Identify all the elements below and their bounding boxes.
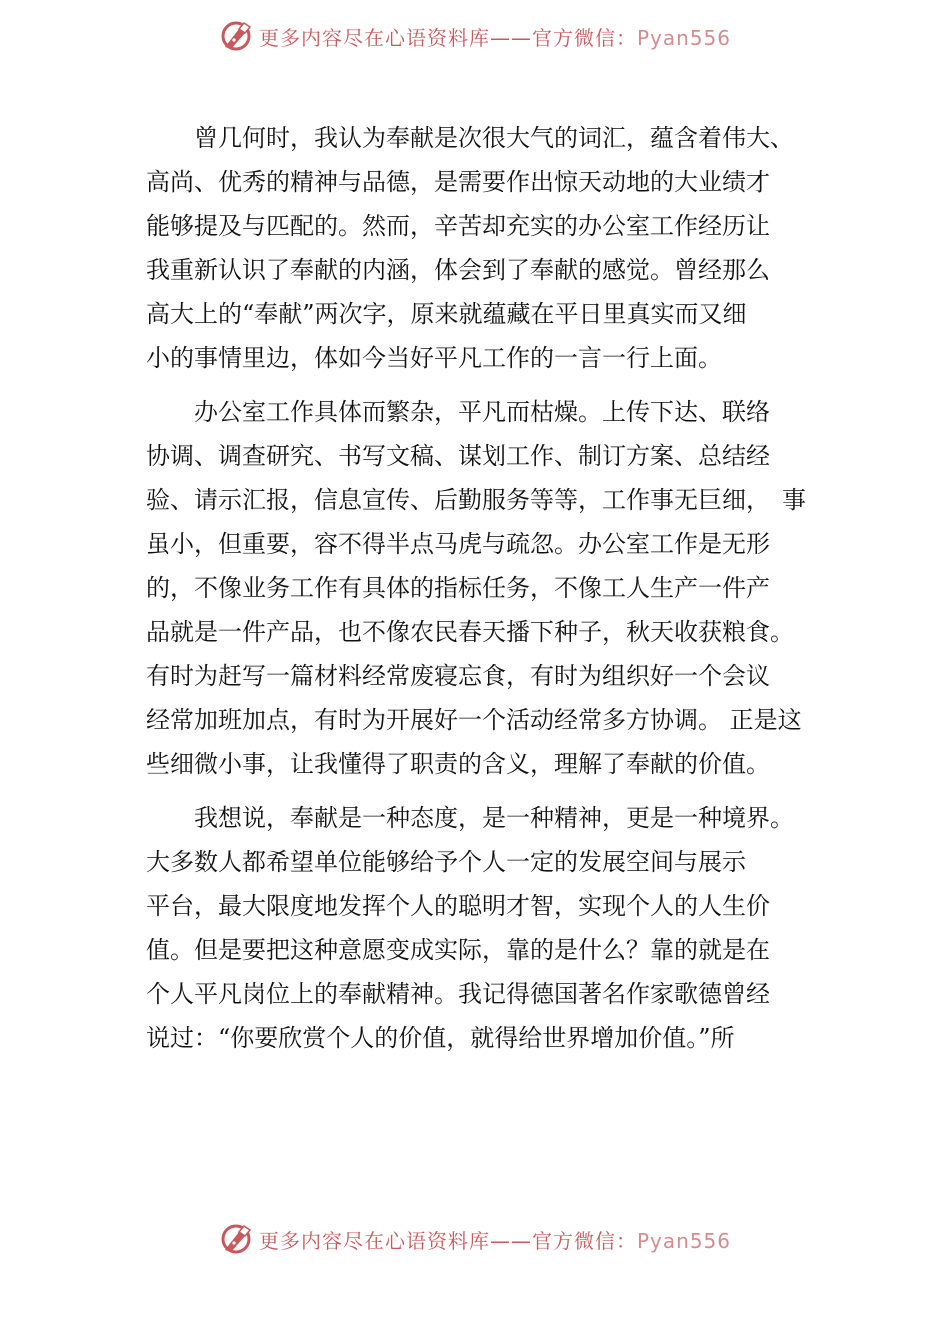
text-line: 些细微小事，让我懂得了职责的含义，理解了奉献的价值。 (146, 750, 770, 778)
text-line: 办公室工作具体而繁杂，平凡而枯燥。上传下达、联络 (146, 398, 770, 426)
header-wechat-label: 官方微信： (531, 25, 637, 50)
text-line: 平台，最大限度地发挥个人的聪明才智，实现个人的人生价 (146, 892, 770, 920)
text-line: 曾几何时，我认为奉献是次很大气的词汇，蕴含着伟大、 (146, 124, 794, 152)
footer-banner (0, 1219, 950, 1259)
text-line: 我想说，奉献是一种态度，是一种精神，更是一种境界。 (146, 804, 794, 832)
text-line: 经常加班加点，有时为开展好一个活动经常多方协调。 正是这 (146, 706, 802, 734)
text-line: 协调、调查研究、书写文稿、谋划工作、制订方案、总结经 (146, 442, 770, 470)
paragraph-1 (146, 116, 826, 380)
text-line: 个人平凡岗位上的奉献精神。我记得德国著名作家歌德曾经 (146, 980, 770, 1008)
text-line: 我重新认识了奉献的内涵，体会到了奉献的感觉。曾经那么 (146, 256, 770, 284)
text-line: 说过：“你要欣赏个人的价值，就得给世界增加价值。”所 (146, 1024, 735, 1052)
text-line: 小的事情里边，体如今当好平凡工作的一言一行上面。 (146, 344, 722, 372)
header-banner (0, 16, 950, 56)
text-line: 值。但是要把这种意愿变成实际，靠的是什么？靠的就是在 (146, 936, 770, 964)
text-line: 验、请示汇报，信息宣传、后勤服务等等，工作事无巨细， 事 (146, 486, 806, 514)
text-line: 大多数人都希望单位能够给予个人一定的发展空间与展示 (146, 848, 746, 876)
text-line: 虽小，但重要，容不得半点马虎与疏忽。办公室工作是无形 (146, 530, 770, 558)
header-dash: —— (489, 25, 532, 50)
text-line: 高大上的“奉献”两次字，原来就蕴藏在平日里真实而又细 (146, 300, 747, 328)
document-body (146, 116, 826, 1060)
text-line: 能够提及与匹配的。然而，辛苦却充实的办公室工作经历让 (146, 212, 770, 240)
header-text (259, 22, 731, 51)
header-title: 更多内容尽在心语资料库 (258, 25, 490, 50)
paragraph-2 (146, 390, 826, 786)
text-line: 有时为赶写一篇材料经常废寝忘食，有时为组织好一个会议 (146, 662, 770, 690)
footer-text (259, 1225, 731, 1254)
footer-wechat-label: 官方微信： (531, 1228, 637, 1253)
text-line: 高尚、优秀的精神与品德，是需要作出惊天动地的大业绩才 (146, 168, 770, 196)
pen-nib-logo-icon (219, 19, 253, 53)
pen-nib-logo-icon (219, 1222, 253, 1256)
text-line: 品就是一件产品，也不像农民春天播下种子，秋天收获粮食。 (146, 618, 794, 646)
paragraph-3 (146, 796, 826, 1060)
text-line: 的，不像业务工作有具体的指标任务，不像工人生产一件产 (146, 574, 770, 602)
footer-dash: —— (489, 1228, 532, 1253)
header-wechat-id: Pyan556 (636, 25, 731, 50)
footer-title: 更多内容尽在心语资料库 (258, 1228, 490, 1253)
footer-wechat-id: Pyan556 (636, 1228, 731, 1253)
